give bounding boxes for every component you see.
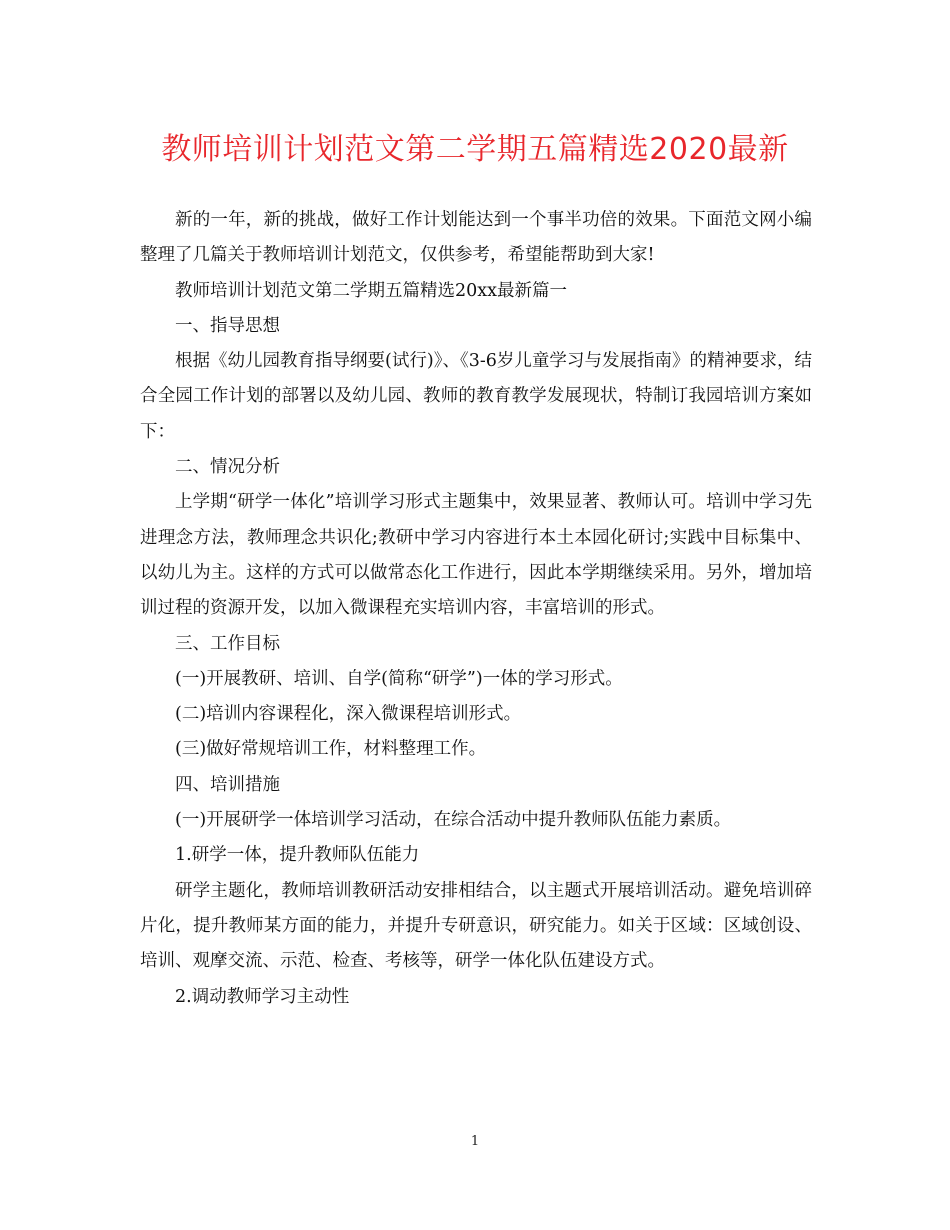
document-body (140, 203, 812, 1015)
paragraph-intro: 新的一年，新的挑战，做好工作计划能达到一个事半功倍的效果。下面范文网小编整理了几篇关于教师培训计划范文，仅供参考，希望能帮助到大家! (140, 210, 812, 266)
paragraph-guiding-thought: 根据《幼儿园教育指导纲要(试行)》、《3-6岁儿童学习与发展指南》的精神要求，结合全园工作计划的部署以及幼儿园、教师的教育教学发展现状，特制订我园培训方案如下： (140, 351, 812, 442)
goal-item-3: (三)做好常规培训工作，材料整理工作。 (175, 739, 487, 760)
heading-work-goals: 三、工作目标 (175, 633, 280, 654)
paragraph-situation-analysis: 上学期“研学一体化”培训学习形式主题集中，效果显著、教师认可。培训中学习先进理念方法，教师理念共识化;教研中学习内容进行本土本园化研讨;实践中目标集中、以幼儿为主。这样的方式可以做常态化工作进行，因此本学期继续采用。另外，增加培训过程的资源开发，以加入微课程充实培训内容，丰富培训的形式。 (140, 492, 812, 619)
measure-item-1: (一)开展研学一体培训学习活动，在综合活动中提升教师队伍能力素质。 (175, 810, 732, 831)
subheading-research-integration: 1.研学一体，提升教师队伍能力 (175, 845, 420, 866)
goal-item-2: (二)培训内容课程化，深入微课程培训形式。 (175, 704, 522, 725)
goal-item-1: (一)开展教研、培训、自学(简称“研学”)一体的学习形式。 (175, 668, 623, 689)
subheading-teacher-initiative: 2.调动教师学习主动性 (175, 986, 350, 1007)
page-number: 1 (470, 1134, 480, 1149)
heading-guiding-thought: 一、指导思想 (175, 315, 280, 336)
paragraph-section-title: 教师培训计划范文第二学期五篇精选20xx最新篇一 (175, 280, 568, 301)
document-title: 教师培训计划范文第二学期五篇精选2020最新 (161, 132, 789, 167)
heading-training-measures: 四、培训措施 (175, 774, 280, 795)
heading-situation-analysis: 二、情况分析 (175, 457, 280, 478)
paragraph-research-integration: 研学主题化，教师培训教研活动安排相结合，以主题式开展培训活动。避免培训碎片化，提升教师某方面的能力，并提升专研意识，研究能力。如关于区域：区域创设、培训、观摩交流、示范、检查、考核等，研学一体化队伍建设方式。 (140, 880, 812, 972)
